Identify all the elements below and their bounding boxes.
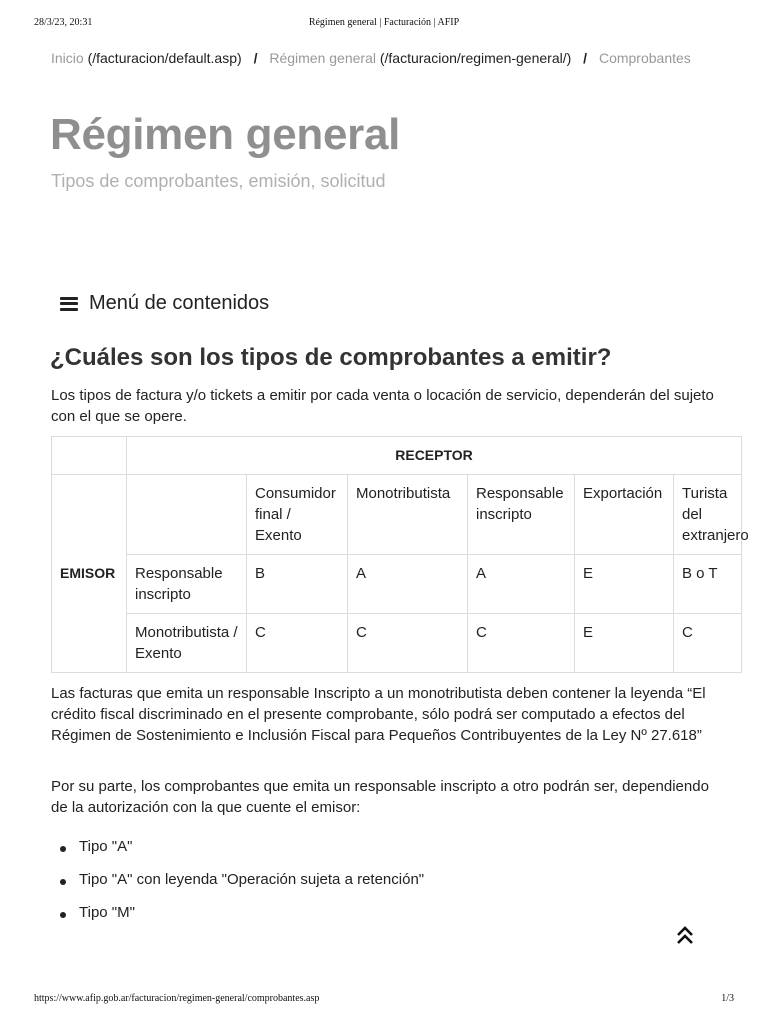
print-datetime: 28/3/23, 20:31 — [34, 17, 93, 28]
bullet-icon — [60, 912, 66, 918]
list-item — [60, 871, 424, 904]
table-cell: A — [348, 555, 468, 614]
column-header: Consumidor final / Exento — [247, 475, 348, 555]
intro-paragraph: Los tipos de factura y/o tickets a emitir por cada venta o locación de servicio, dependerán del sujeto con el que se opere. — [51, 387, 714, 425]
print-url: https://www.afip.gob.ar/facturacion/regimen-general/comprobantes.asp — [34, 993, 320, 1004]
breadcrumb-separator: / — [253, 50, 258, 66]
comprobantes-table — [51, 436, 749, 673]
menu-contenidos-button[interactable] — [60, 292, 269, 315]
row-header: Monotributista / Exento — [127, 614, 247, 673]
list-item-text: Tipo "A" — [79, 838, 133, 855]
breadcrumb — [51, 50, 691, 66]
leyenda-paragraph: Las facturas que emita un responsable Inscripto a un monotributista deben contener la leyenda “El crédito fiscal discriminado en el presente comprobante, sólo podrá ser computado a efectos del Régimen de Sostenimiento e Inclusión Fiscal para Pequeños Contribuyentes de la Ley Nº 27.618” — [51, 685, 706, 744]
page-title: Régimen general — [50, 110, 401, 159]
por-su-parte-paragraph: Por su parte, los comprobantes que emita un responsable inscripto a otro podrán ser, dependiendo de la autorización con la que cuente el emisor: — [51, 778, 709, 816]
bullet-icon — [60, 846, 66, 852]
breadcrumb-path-inicio: (/facturacion/default.asp) — [87, 50, 242, 66]
section-heading: ¿Cuáles son los tipos de comprobantes a emitir? — [50, 344, 612, 371]
comprobante-types-list — [60, 838, 424, 937]
table-cell: E — [575, 614, 674, 673]
table-cell: E — [575, 555, 674, 614]
table-header-row — [52, 437, 742, 475]
column-header: Turista del extranjero — [674, 475, 742, 555]
table-cell: A — [468, 555, 575, 614]
double-chevron-up-icon — [674, 924, 696, 946]
print-page-title: Régimen general | Facturación | AFIP — [308, 17, 460, 28]
table-cell: C — [468, 614, 575, 673]
table-columns-row — [52, 475, 742, 555]
breadcrumb-link-regimen-general[interactable]: Régimen general — [269, 50, 376, 66]
list-item-text: Tipo "A" con leyenda "Operación sujeta a retención" — [79, 871, 425, 888]
breadcrumb-current: Comprobantes — [598, 50, 691, 66]
breadcrumb-link-inicio[interactable]: Inicio — [51, 50, 84, 66]
emisor-header: EMISOR — [52, 475, 127, 673]
table-empty-cell — [127, 475, 247, 555]
table-cell: C — [348, 614, 468, 673]
table-cell: C — [674, 614, 742, 673]
table-row — [52, 614, 742, 673]
menu-contenidos-label: Menú de contenidos — [89, 292, 270, 314]
column-header: Monotributista — [348, 475, 468, 555]
list-item-text: Tipo "M" — [79, 904, 135, 921]
list-item — [60, 904, 424, 937]
breadcrumb-separator: / — [583, 50, 588, 66]
table-cell: B o T — [674, 555, 742, 614]
table-empty-cell — [52, 437, 127, 475]
receptor-header: RECEPTOR — [127, 437, 742, 475]
table-row — [52, 555, 742, 614]
scroll-to-top-button[interactable] — [674, 924, 696, 946]
print-page-number: 1/3 — [721, 993, 734, 1004]
hamburger-menu-icon — [60, 297, 78, 311]
table-cell: B — [247, 555, 348, 614]
breadcrumb-path-regimen-general: (/facturacion/regimen-general/) — [379, 50, 572, 66]
page-subtitle: Tipos de comprobantes, emisión, solicitud — [51, 171, 386, 191]
comprobantes-table-scroll[interactable] — [51, 436, 749, 666]
column-header: Exportación — [575, 475, 674, 555]
row-header: Responsable inscripto — [127, 555, 247, 614]
list-item — [60, 838, 424, 871]
table-cell: C — [247, 614, 348, 673]
bullet-icon — [60, 879, 66, 885]
column-header: Responsable inscripto — [468, 475, 575, 555]
